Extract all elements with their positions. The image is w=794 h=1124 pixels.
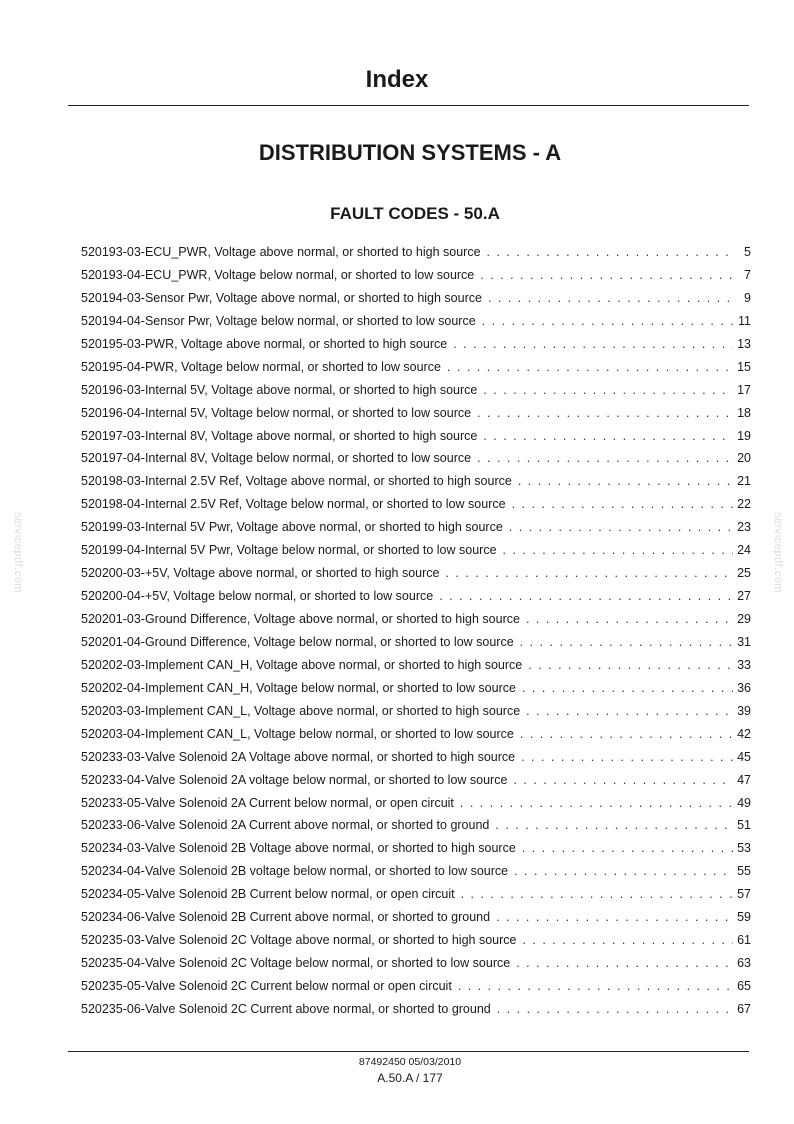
toc-dot-leader	[514, 864, 733, 878]
toc-entry[interactable]	[81, 383, 751, 406]
toc-entry-label: 520234-06-Valve Solenoid 2B Current above normal, or shorted to ground	[81, 910, 491, 925]
toc-entry[interactable]	[81, 314, 751, 337]
toc-dot-leader	[439, 589, 733, 603]
toc-entry-page: 55	[737, 864, 751, 879]
toc-entry-label: 520193-04-ECU_PWR, Voltage below normal, or shorted to low source	[81, 267, 475, 282]
toc-entry[interactable]	[81, 543, 751, 566]
toc-entry-page: 67	[737, 1001, 751, 1016]
toc-entry[interactable]	[81, 864, 751, 887]
toc-entry-page: 15	[737, 359, 751, 374]
toc-entry-label: 520233-03-Valve Solenoid 2A Voltage above normal, or shorted to high source	[81, 749, 516, 764]
toc-dot-leader	[495, 818, 733, 832]
toc-entry[interactable]	[81, 566, 751, 589]
toc-entry-page: 39	[737, 703, 751, 718]
toc-entry-label: 520234-04-Valve Solenoid 2B voltage below normal, or shorted to low source	[81, 864, 509, 879]
toc-dot-leader	[518, 474, 733, 488]
toc-entry-page: 53	[737, 841, 751, 856]
toc-entry-page: 59	[737, 910, 751, 925]
toc-entry-label: 520194-04-Sensor Pwr, Voltage below normal, or shorted to low source	[81, 313, 476, 328]
toc-entry-page: 7	[744, 267, 751, 282]
toc-dot-leader	[526, 612, 733, 626]
toc-dot-leader	[461, 887, 733, 901]
toc-entry-page: 47	[737, 772, 751, 787]
toc-dot-leader	[521, 750, 733, 764]
toc-entry-label: 520202-03-Implement CAN_H, Voltage above normal, or shorted to high source	[81, 657, 523, 672]
toc-entry[interactable]	[81, 887, 751, 910]
toc-entry-page: 9	[744, 290, 751, 305]
toc-entry-page: 11	[738, 313, 751, 328]
toc-entry-page: 18	[737, 405, 751, 420]
toc-entry-page: 21	[737, 474, 751, 489]
toc-dot-leader	[516, 956, 733, 970]
toc-entry[interactable]	[81, 612, 751, 635]
toc-entry-label: 520233-04-Valve Solenoid 2A voltage below normal, or shorted to low source	[81, 772, 508, 787]
toc-entry-page: 45	[737, 749, 751, 764]
toc-dot-leader	[496, 910, 733, 924]
toc-entry[interactable]	[81, 497, 751, 520]
toc-entry[interactable]	[81, 429, 751, 452]
toc-dot-leader	[460, 796, 733, 810]
toc-dot-leader	[503, 543, 733, 557]
toc-entry[interactable]	[81, 681, 751, 704]
toc-entry-page: 36	[737, 680, 751, 695]
toc-entry-label: 520233-05-Valve Solenoid 2A Current below normal, or open circuit	[81, 795, 454, 810]
toc-entry-label: 520203-03-Implement CAN_L, Voltage above normal, or shorted to high source	[81, 703, 521, 718]
toc-entry-label: 520198-03-Internal 2.5V Ref, Voltage above normal, or shorted to high source	[81, 474, 512, 489]
toc-entry-page: 61	[737, 933, 751, 948]
toc-entry[interactable]	[81, 796, 751, 819]
toc-entry-page: 51	[737, 818, 751, 833]
toc-entry[interactable]	[81, 750, 751, 773]
toc-entry-page: 5	[744, 245, 751, 259]
toc-entry-label: 520198-04-Internal 2.5V Ref, Voltage below normal, or shorted to low source	[81, 497, 506, 512]
toc-entry-label: 520199-03-Internal 5V Pwr, Voltage above normal, or shorted to high source	[81, 520, 503, 535]
toc-entry-page: 31	[737, 634, 751, 649]
toc-dot-leader	[477, 406, 733, 420]
toc-entry[interactable]	[81, 291, 751, 314]
toc-entry-page: 33	[737, 657, 751, 672]
toc-dot-leader	[509, 520, 733, 534]
toc-entry-page: 24	[737, 543, 751, 558]
toc-dot-leader	[458, 979, 733, 993]
toc-entry[interactable]	[81, 773, 751, 796]
toc-entry[interactable]	[81, 337, 751, 360]
toc-entry-label: 520199-04-Internal 5V Pwr, Voltage below normal, or shorted to low source	[81, 543, 497, 558]
toc-entry-page: 49	[737, 795, 751, 810]
toc-dot-leader	[483, 429, 733, 443]
toc-dot-leader	[477, 451, 733, 465]
toc-entry-label: 520203-04-Implement CAN_L, Voltage below normal, or shorted to low source	[81, 726, 514, 741]
toc-entry-label: 520235-06-Valve Solenoid 2C Current above normal, or shorted to ground	[81, 1001, 491, 1016]
toc-entry-page: 13	[737, 336, 751, 351]
toc-entry-label: 520193-03-ECU_PWR, Voltage above normal, or shorted to high source	[81, 245, 481, 259]
toc-entry[interactable]	[81, 933, 751, 956]
toc-entry[interactable]	[81, 956, 751, 979]
footer-doc-ref: 87492450 05/03/2010	[358, 1056, 462, 1068]
toc-dot-leader	[520, 635, 733, 649]
toc-dot-leader	[512, 497, 733, 511]
toc-entry[interactable]	[81, 635, 751, 658]
page-title: Index	[365, 66, 429, 93]
toc-dot-leader	[528, 658, 733, 672]
toc-entry-label: 520235-03-Valve Solenoid 2C Voltage above normal, or shorted to high source	[81, 933, 517, 948]
toc-entry-page: 27	[737, 589, 751, 604]
toc-dot-leader	[447, 360, 733, 374]
toc-entry-label: 520196-03-Internal 5V, Voltage above normal, or shorted to high source	[81, 382, 478, 397]
toc-entry-label: 520233-06-Valve Solenoid 2A Current above normal, or shorted to ground	[81, 818, 490, 833]
toc-dot-leader	[453, 337, 733, 351]
toc-entry[interactable]	[81, 474, 751, 497]
toc-entry-label: 520200-03-+5V, Voltage above normal, or shorted to high source	[81, 566, 440, 581]
toc-entry-label: 520196-04-Internal 5V, Voltage below normal, or shorted to low source	[81, 405, 472, 420]
toc-entry[interactable]	[81, 245, 751, 268]
toc-dot-leader	[482, 314, 733, 328]
toc-entry-page: 19	[737, 428, 751, 443]
toc-entry[interactable]	[81, 658, 751, 681]
toc-entry-page: 23	[737, 520, 751, 535]
toc-entry-label: 520235-05-Valve Solenoid 2C Current below normal or open circuit	[81, 979, 452, 993]
watermark-right: servicepdf.com	[772, 512, 784, 593]
toc-entry-page: 25	[737, 566, 751, 581]
section-title: DISTRIBUTION SYSTEMS - A	[258, 140, 562, 165]
toc-entry[interactable]	[81, 520, 751, 543]
toc-entry[interactable]	[81, 818, 751, 841]
toc-dot-leader	[522, 933, 733, 947]
toc-entry-label: 520201-04-Ground Difference, Voltage below normal, or shorted to low source	[81, 634, 514, 649]
toc-entry-label: 520195-03-PWR, Voltage above normal, or shorted to high source	[81, 336, 448, 351]
toc-entry[interactable]	[81, 1002, 751, 1025]
toc-entry[interactable]	[81, 406, 751, 429]
watermark-left: servicepdf.com	[12, 512, 24, 593]
toc-entry-label: 520197-04-Internal 8V, Voltage below normal, or shorted to low source	[81, 451, 472, 466]
toc-dot-leader	[522, 841, 733, 855]
toc-dot-leader	[522, 681, 733, 695]
toc-dot-leader	[497, 1002, 733, 1016]
toc-entry-page: 63	[737, 956, 751, 971]
footer-divider	[68, 1051, 749, 1052]
toc-entry-label: 520235-04-Valve Solenoid 2C Voltage below normal, or shorted to low source	[81, 956, 511, 971]
toc-entry-label: 520195-04-PWR, Voltage below normal, or shorted to low source	[81, 359, 441, 374]
toc-entry-label: 520234-03-Valve Solenoid 2B Voltage above normal, or shorted to high source	[81, 841, 516, 856]
toc-entry-label: 520234-05-Valve Solenoid 2B Current below normal, or open circuit	[81, 887, 455, 902]
toc-entry[interactable]	[81, 268, 751, 291]
header-divider	[68, 105, 749, 106]
toc-entry-label: 520197-03-Internal 8V, Voltage above normal, or shorted to high source	[81, 428, 478, 443]
toc-dot-leader	[483, 383, 733, 397]
toc-entry-label: 520201-03-Ground Difference, Voltage above normal, or shorted to high source	[81, 612, 520, 626]
toc-dot-leader	[445, 566, 733, 580]
toc-entry[interactable]	[81, 704, 751, 727]
toc-entry[interactable]	[81, 589, 751, 612]
subsection-title: FAULT CODES - 50.A	[330, 204, 500, 223]
toc-entry[interactable]	[81, 910, 751, 933]
toc-entry-page: 42	[737, 726, 751, 741]
toc-entry-label: 520194-03-Sensor Pwr, Voltage above normal, or shorted to high source	[81, 290, 482, 305]
toc-dot-leader	[480, 268, 733, 282]
toc-entry-label: 520200-04-+5V, Voltage below normal, or shorted to low source	[81, 589, 434, 604]
toc-entry[interactable]	[81, 360, 751, 383]
toc-entry[interactable]	[81, 979, 751, 1002]
toc-dot-leader	[513, 773, 733, 787]
toc-entry[interactable]	[81, 727, 751, 750]
toc-entry[interactable]	[81, 451, 751, 474]
toc-dot-leader	[488, 291, 733, 305]
toc-entry-page: 65	[737, 979, 751, 993]
footer-page-ref: A.50.A / 177	[377, 1071, 443, 1085]
toc-dot-leader	[526, 704, 733, 718]
toc-entry[interactable]	[81, 841, 751, 864]
toc-entry-page: 29	[737, 612, 751, 626]
toc-dot-leader	[520, 727, 733, 741]
toc-entry-page: 20	[737, 451, 751, 466]
toc-entry-page: 57	[737, 887, 751, 902]
toc-entry-label: 520202-04-Implement CAN_H, Voltage below normal, or shorted to low source	[81, 680, 516, 695]
toc-entry-page: 17	[737, 382, 751, 397]
toc-entry-page: 22	[737, 497, 751, 512]
toc-dot-leader	[487, 245, 733, 259]
toc-list	[81, 245, 751, 1025]
